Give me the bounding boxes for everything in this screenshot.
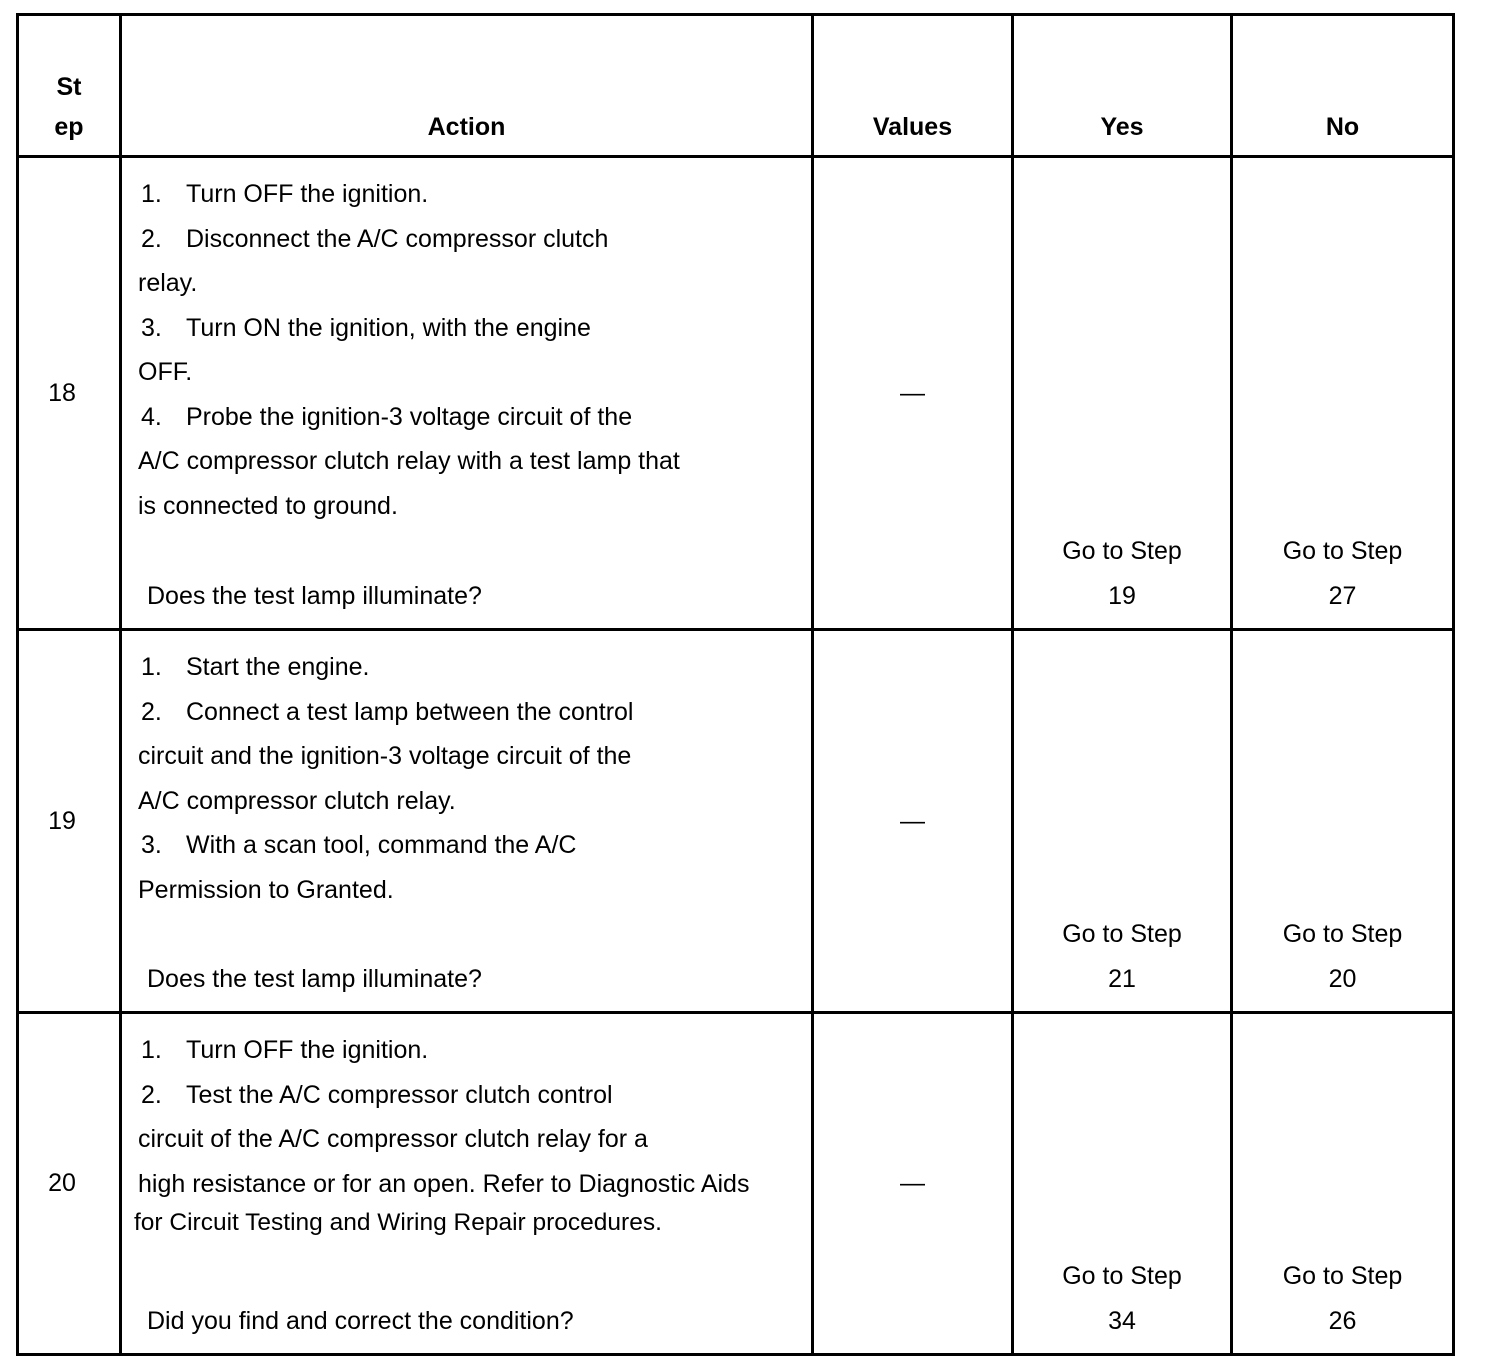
action-line: is connected to ground. — [138, 491, 398, 520]
no-cell — [1232, 1013, 1454, 1355]
action-line: circuit and the ignition-3 voltage circuit of the — [138, 742, 632, 770]
header-yes: Yes — [1013, 15, 1232, 157]
action-line: 4. Probe the ignition-3 voltage circuit of the — [141, 402, 633, 431]
yes-cell — [1013, 1013, 1232, 1355]
action-note: for Circuit Testing and Wiring Repair procedures. — [134, 1209, 662, 1236]
header-action: Action — [121, 15, 813, 157]
action-line: 2. Disconnect the A/C compressor clutch — [141, 224, 609, 253]
diagnostic-table — [16, 13, 1455, 1356]
action-question: Does the test lamp illuminate? — [147, 964, 482, 993]
action-line: 3. Turn ON the ignition, with the engine — [141, 313, 591, 342]
yes-goto-step: 19 — [1108, 581, 1136, 610]
yes-goto-label: Go to Step — [1062, 920, 1182, 948]
action-line: 2. Connect a test lamp between the control — [141, 697, 634, 726]
values-cell: — — [813, 630, 1013, 1013]
action-line: A/C compressor clutch relay with a test lamp that — [138, 447, 680, 475]
header-values: Values — [813, 15, 1013, 157]
yes-goto-step: 21 — [1108, 964, 1136, 993]
step-number: 18 — [18, 157, 121, 630]
table-row-step-20 — [18, 1013, 1454, 1355]
no-goto-step: 26 — [1328, 1306, 1357, 1335]
step-number: 20 — [18, 1013, 121, 1355]
yes-goto-step: 34 — [1108, 1306, 1136, 1335]
header-row — [18, 15, 1454, 157]
action-line: A/C compressor clutch relay. — [138, 786, 456, 815]
step-number: 19 — [18, 630, 121, 1013]
action-line: high resistance or for an open. Refer to Diagnostic Aids — [138, 1169, 750, 1198]
values-cell: — — [813, 157, 1013, 630]
action-line: Permission to Granted. — [138, 875, 394, 904]
no-goto-label: Go to Step — [1282, 537, 1403, 565]
action-cell — [121, 157, 813, 630]
action-cell — [121, 630, 813, 1013]
values-cell: — — [813, 1013, 1013, 1355]
no-goto-step: 20 — [1328, 964, 1357, 993]
header-step-line1: St — [56, 73, 82, 101]
action-line: 2. Test the A/C compressor clutch control — [141, 1080, 613, 1109]
table-row-step-19 — [18, 630, 1454, 1013]
yes-cell — [1013, 157, 1232, 630]
no-cell — [1232, 630, 1454, 1013]
yes-goto-label: Go to Step — [1062, 1262, 1182, 1290]
header-step — [18, 15, 121, 157]
action-line: 1. Start the engine. — [141, 653, 370, 681]
header-step-line2: ep — [54, 113, 84, 141]
yes-cell — [1013, 630, 1232, 1013]
action-question: Did you find and correct the condition? — [147, 1306, 574, 1335]
action-line: relay. — [138, 269, 198, 297]
action-line: 3. With a scan tool, command the A/C — [141, 831, 577, 859]
table-row-step-18 — [18, 157, 1454, 630]
action-line: OFF. — [138, 358, 193, 386]
no-goto-label: Go to Step — [1282, 920, 1403, 948]
action-question: Does the test lamp illuminate? — [147, 581, 482, 610]
action-cell — [121, 1013, 813, 1355]
no-goto-step: 27 — [1328, 581, 1357, 610]
no-cell — [1232, 157, 1454, 630]
yes-goto-label: Go to Step — [1062, 537, 1182, 565]
action-line: 1. Turn OFF the ignition. — [141, 1036, 429, 1064]
header-no: No — [1232, 15, 1454, 157]
action-line: circuit of the A/C compressor clutch relay for a — [138, 1125, 648, 1153]
no-goto-label: Go to Step — [1282, 1262, 1403, 1290]
action-line: 1. Turn OFF the ignition. — [141, 180, 429, 208]
